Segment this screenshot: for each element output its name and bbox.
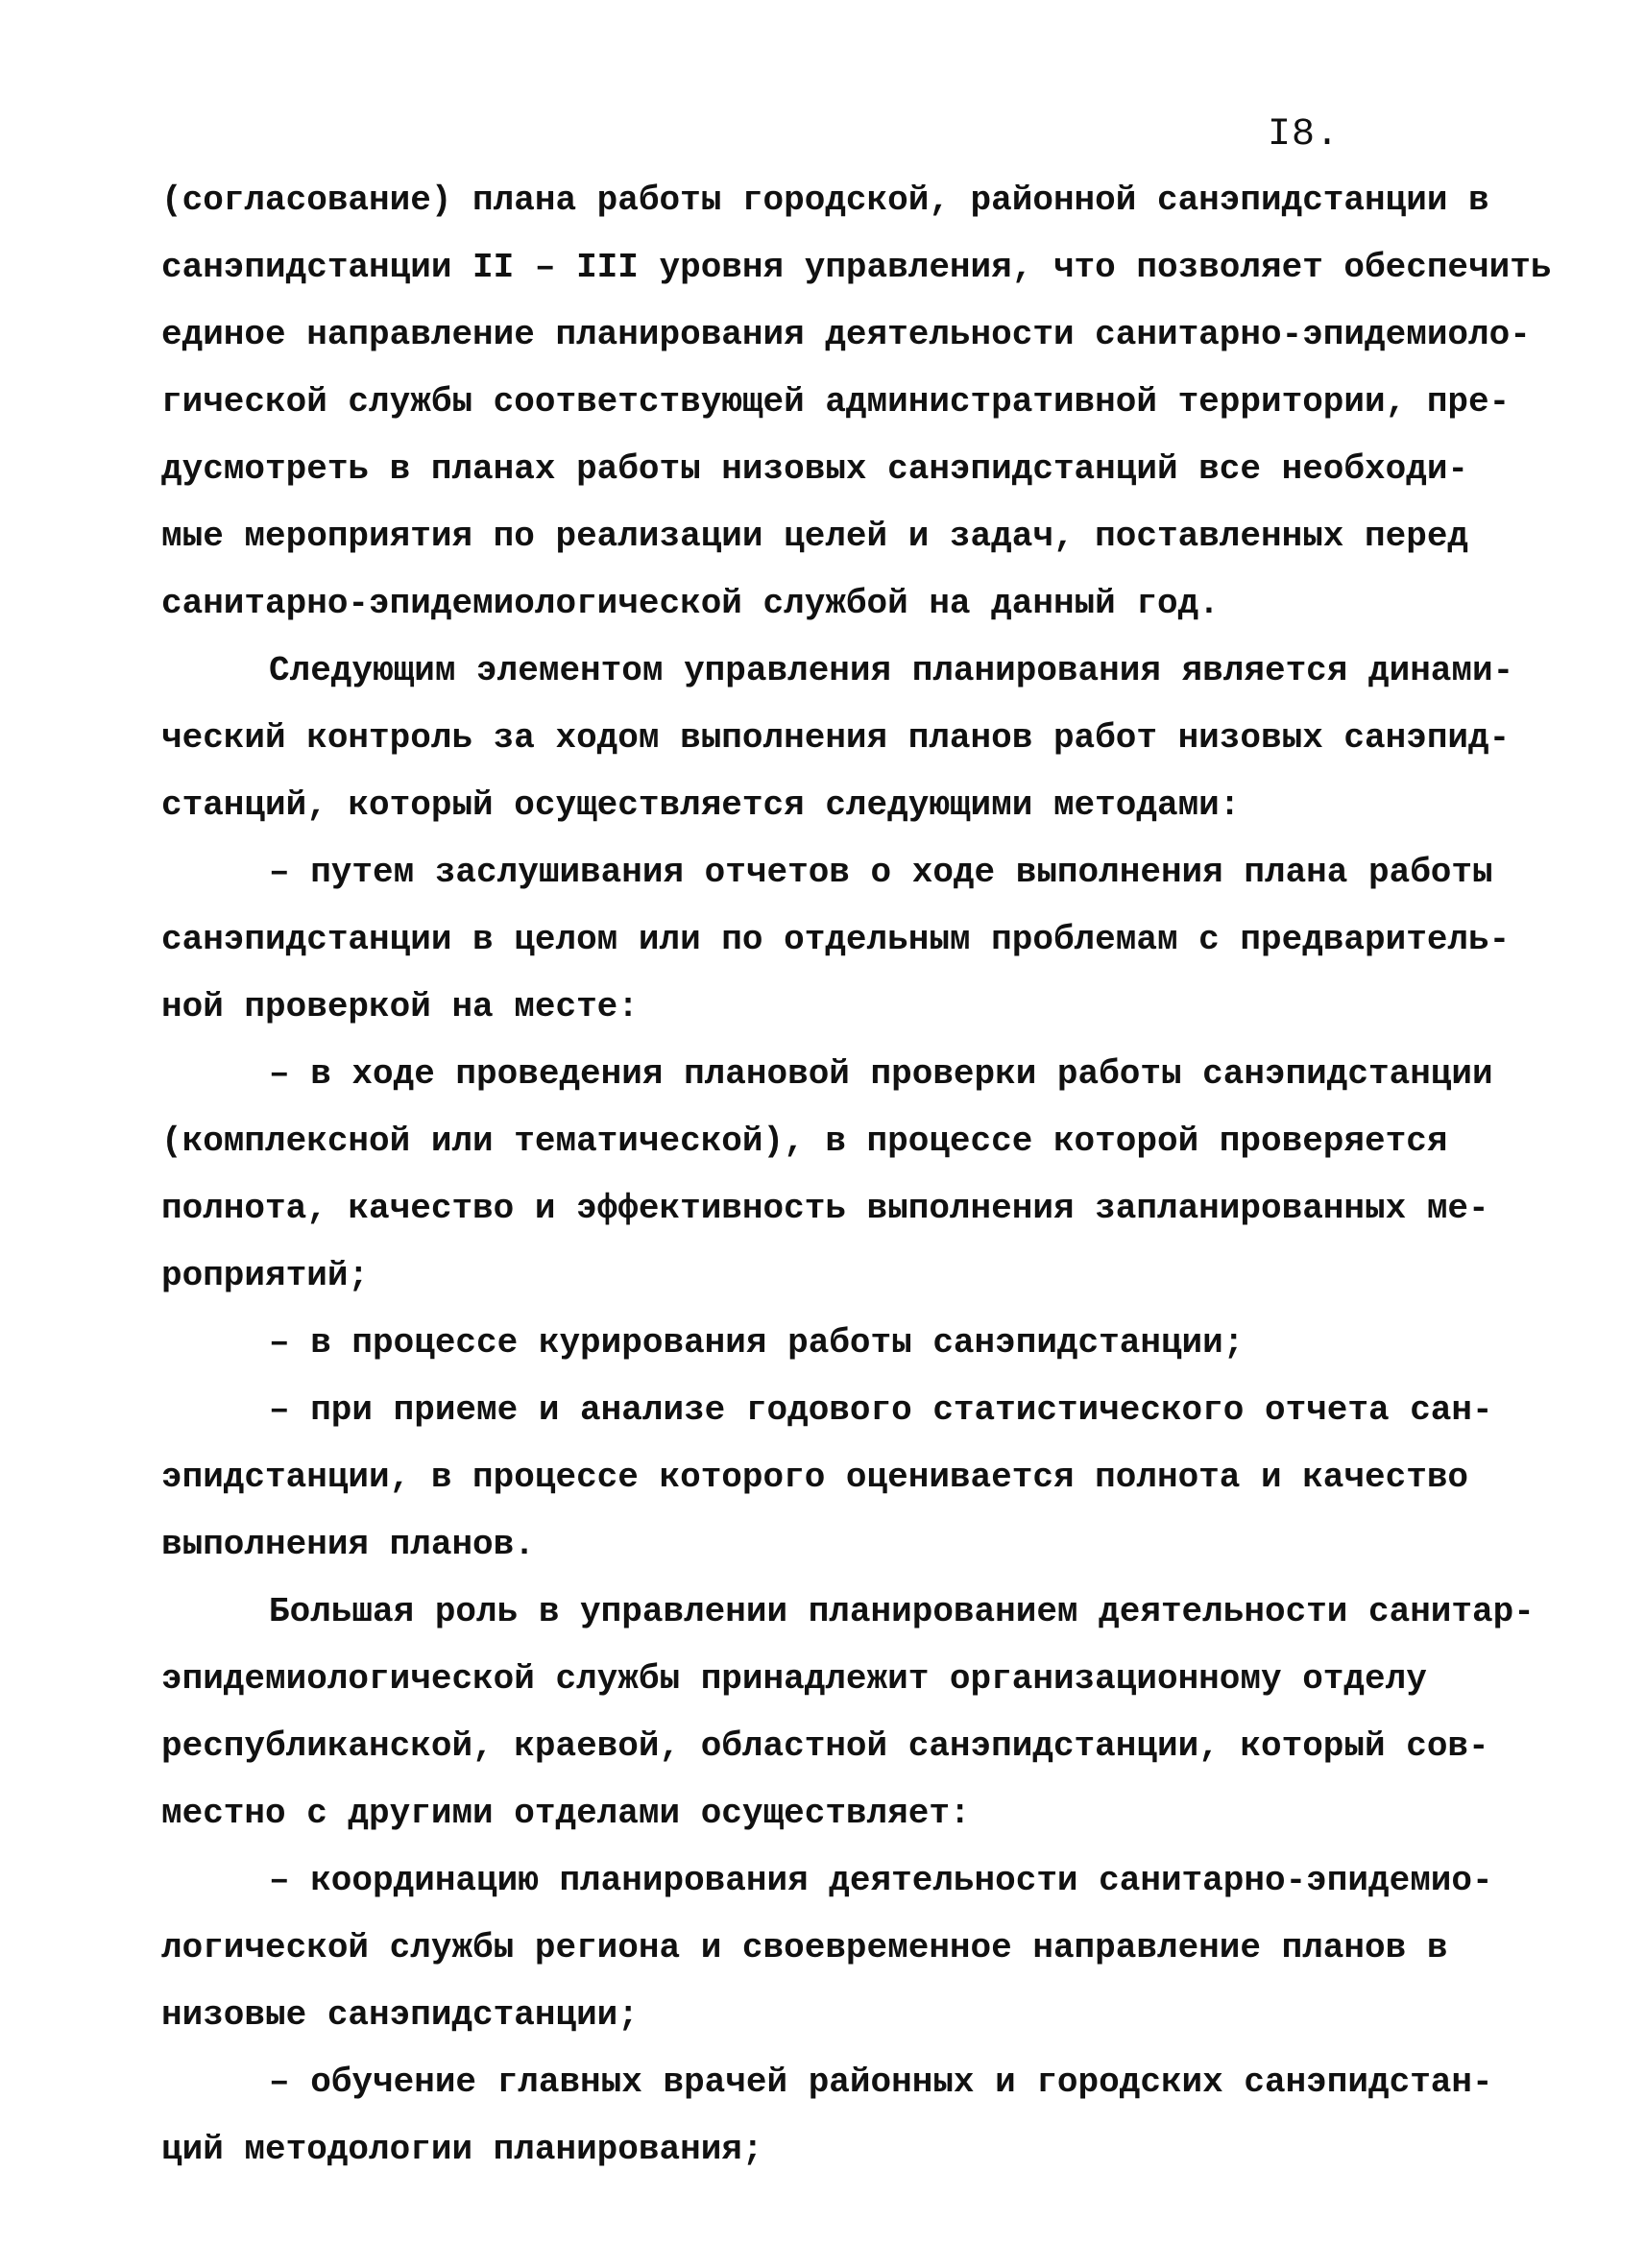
list-item-line: – при приеме и анализе годового статистического отчета сан- [269, 1390, 1493, 1430]
list-item-line: – путем заслушивания отчетов о ходе выполнения плана работы [269, 853, 1493, 892]
text-line: гической службы соответствующей административной территории, пре- [161, 382, 1511, 422]
page-number: I8. [1268, 113, 1341, 157]
paragraph-first-line: Большая роль в управлении планированием деятельности санитар- [269, 1592, 1535, 1631]
text-line: республиканской, краевой, областной санэпидстанции, который сов- [161, 1726, 1489, 1766]
text-line: ной проверкой на месте: [161, 987, 639, 1026]
list-item-line: – в процессе курирования работы санэпидстанции; [269, 1323, 1245, 1363]
text-line: мые мероприятия по реализации целей и задач, поставленных перед [161, 517, 1469, 556]
list-item-line: – координацию планирования деятельности санитарно-эпидемио- [269, 1861, 1493, 1900]
list-item-line: – обучение главных врачей районных и городских санэпидстан- [269, 2063, 1493, 2102]
text-line: (согласование) плана работы городской, районной санэпидстанции в [161, 181, 1489, 220]
text-line: ческий контроль за ходом выполнения планов работ низовых санэпид- [161, 718, 1511, 758]
paragraph-first-line: Следующим элементом управления планирования является динами- [269, 651, 1514, 690]
text-line: (комплексной или тематической), в процессе которой проверяется [161, 1122, 1448, 1161]
text-line: логической службы региона и своевременное направление планов в [161, 1928, 1448, 1967]
list-item-line: – в ходе проведения плановой проверки работы санэпидстанции [269, 1054, 1493, 1094]
text-line: станций, который осуществляется следующими методами: [161, 785, 1241, 825]
text-line: эпидстанции, в процессе которого оценивается полнота и качество [161, 1458, 1469, 1497]
text-line: низовые санэпидстанции; [161, 1995, 639, 2035]
text-line: ций методологии планирования; [161, 2130, 763, 2169]
text-line: дусмотреть в планах работы низовых санэпидстанций все необходи- [161, 449, 1469, 489]
text-line: эпидемиологической службы принадлежит организационному отделу [161, 1659, 1427, 1699]
text-line: местно с другими отделами осуществляет: [161, 1794, 971, 1833]
text-line: санэпидстанции II – III уровня управления, что позволяет обеспечить [161, 248, 1552, 287]
text-line: санэпидстанции в целом или по отдельным проблемам с предваритель- [161, 920, 1511, 959]
text-line: роприятий; [161, 1256, 370, 1295]
text-line: санитарно-эпидемиологической службой на данный год. [161, 584, 1220, 623]
text-line: полнота, качество и эффективность выполнения запланированных ме- [161, 1189, 1489, 1228]
text-line: выполнения планов. [161, 1525, 535, 1564]
text-line: единое направление планирования деятельности санитарно-эпидемиоло- [161, 315, 1531, 354]
